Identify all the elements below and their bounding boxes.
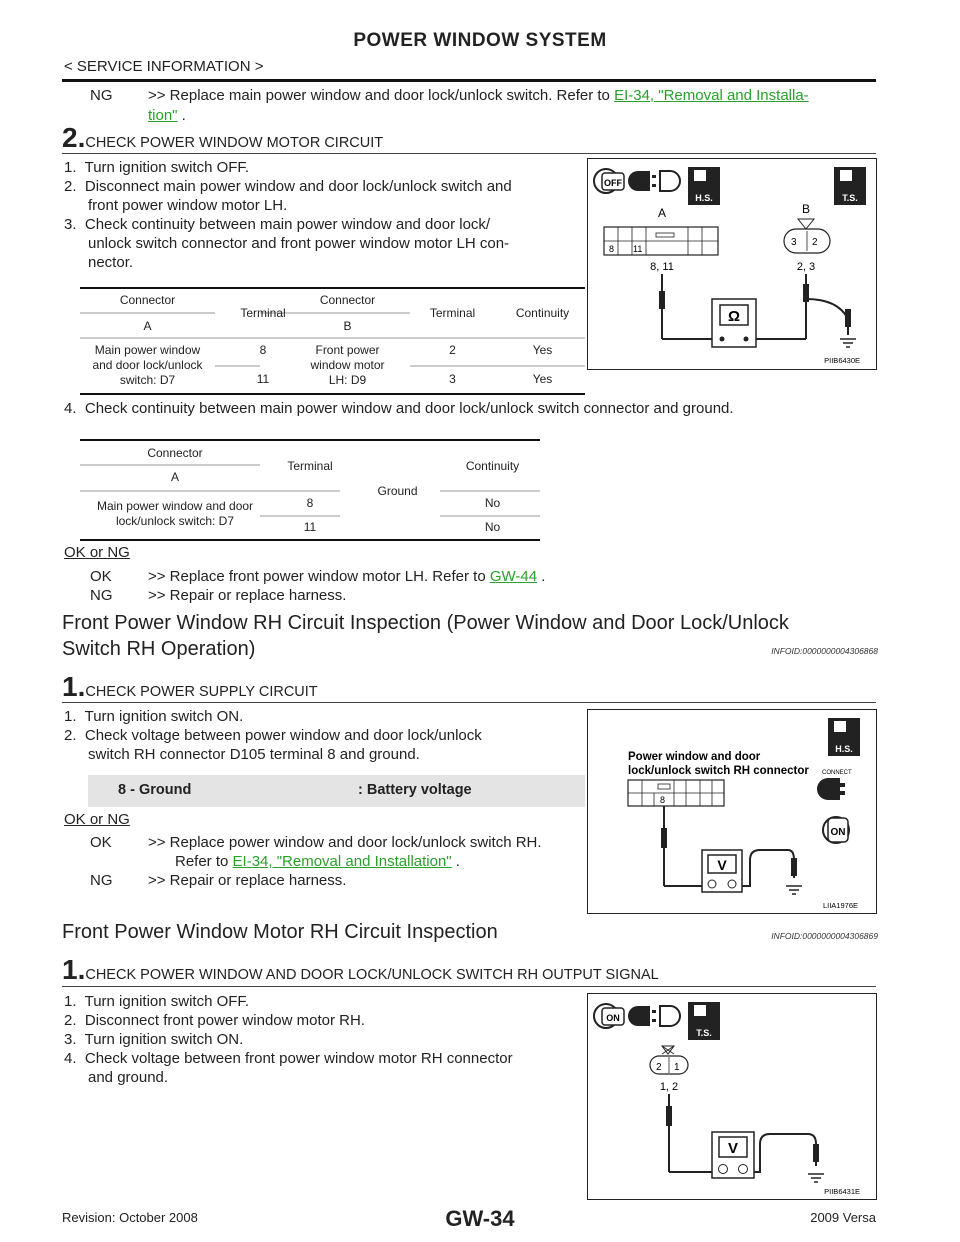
connect-icon	[817, 778, 845, 800]
voltmeter-icon	[712, 1132, 754, 1178]
list-item-cont: front power window motor LH.	[88, 197, 288, 214]
ok-result: >> Replace front power window motor LH. Refer to GW-44 .	[148, 568, 546, 585]
ok-code: OK	[90, 834, 112, 851]
step-number: 2.	[62, 122, 86, 153]
terminal-side-icon	[834, 167, 866, 205]
ng-text: >> Replace main power window and door lock/unlock switch. Refer to	[148, 87, 615, 104]
svg-text:ON: ON	[830, 827, 846, 838]
ground-icon	[786, 886, 802, 894]
harness-side-icon	[688, 167, 720, 205]
col-header: Continuity	[465, 459, 520, 473]
section-title: Front Power Window Motor RH Circuit Inspection	[62, 921, 498, 943]
list-item: 1. Turn ignition switch ON.	[64, 708, 244, 725]
svg-text:2: 2	[656, 1062, 662, 1073]
svg-text:A: A	[657, 206, 667, 220]
voltage-check-diagram	[588, 710, 876, 913]
svg-text:2, 3: 2, 3	[796, 261, 816, 273]
spec-box	[88, 775, 585, 807]
svg-text:V: V	[727, 1140, 739, 1157]
list-item: 3. Check continuity between main power window and door lock/	[64, 216, 491, 233]
svg-text:ON: ON	[606, 1013, 620, 1023]
table-cell: 2	[449, 343, 456, 357]
list-item-cont: switch RH connector D105 terminal 8 and ground.	[88, 746, 420, 763]
ignition-on-icon	[823, 817, 849, 843]
svg-text:V: V	[717, 857, 727, 873]
table-cell: 3	[449, 372, 456, 386]
connector-d105	[628, 780, 724, 806]
table-cell-connector-a: Main power window and door lock/unlock switch: D7	[92, 343, 203, 387]
ignition-on-icon	[594, 1004, 624, 1028]
connector-a	[604, 227, 718, 255]
svg-text:1, 2: 1, 2	[659, 1081, 679, 1093]
ok-or-ng-label: OK or NG	[64, 811, 130, 828]
svg-text:Ω: Ω	[727, 308, 741, 325]
step-title: CHECK POWER WINDOW MOTOR CIRCUIT	[85, 135, 384, 151]
table-cell: 8	[259, 343, 267, 357]
list-item-cont: unlock switch connector and front power window motor LH con-	[88, 235, 510, 252]
table-cell: 11	[303, 520, 317, 534]
continuity-check-diagram	[588, 159, 876, 369]
section-title: Front Power Window RH Circuit Inspection (Power Window and Door Lock/Unlock	[62, 612, 789, 634]
ok-result: >> Replace power window and door lock/unlock switch RH.	[148, 834, 542, 851]
table-cell: 8	[306, 496, 314, 510]
ref-link-gw44[interactable]: GW-44	[489, 568, 538, 585]
spec-value: : Battery voltage	[358, 782, 472, 798]
table-cell: 11	[256, 372, 270, 386]
table-cell: No	[484, 496, 501, 510]
table-cell: No	[484, 520, 501, 534]
svg-text:PIIB6431E: PIIB6431E	[824, 1187, 860, 1196]
col-header: A	[170, 470, 179, 484]
ref-link-ei34-cont[interactable]: tion"	[148, 107, 178, 124]
ref-link-ei34[interactable]: EI-34, "Removal and Installa-	[614, 87, 809, 104]
ng-result: >> Repair or replace harness.	[148, 587, 347, 604]
ng-code: NG	[90, 587, 113, 604]
ref-link-ei34[interactable]: EI-34, "Removal and Installation"	[232, 853, 452, 870]
disconnect-icon	[628, 1006, 680, 1026]
col-header: Ground	[377, 484, 418, 498]
page-number: GW-34	[445, 1206, 515, 1231]
step-divider	[62, 986, 876, 987]
info-id: INFOID:0000000004306869	[771, 931, 878, 941]
table-cell-connector-b: Front power window motor LH: D9	[310, 343, 385, 387]
table-cell: Yes	[532, 343, 553, 357]
list-item: 4. Check continuity between main power window and door lock/unlock switch connector and ground.	[64, 400, 734, 417]
disconnect-icon	[628, 171, 680, 191]
voltmeter-icon	[702, 850, 742, 892]
ng-result: >> Repair or replace harness.	[148, 872, 347, 889]
svg-text:T.S.: T.S.	[842, 193, 858, 203]
svg-text:T.S.: T.S.	[696, 1028, 712, 1038]
revision-date: Revision: October 2008	[62, 1210, 198, 1225]
vehicle-model: 2009 Versa	[810, 1210, 876, 1225]
col-header: Terminal	[429, 306, 476, 320]
ignition-off-icon	[594, 169, 624, 193]
svg-text:lock/unlock switch RH connecto: lock/unlock switch RH connector	[628, 765, 809, 777]
step-divider	[62, 153, 876, 154]
connector-d9	[650, 1046, 688, 1074]
svg-text:Power window and door: Power window and door	[628, 751, 761, 763]
col-header: A	[143, 319, 152, 333]
list-item: 4. Check voltage between front power window motor RH connector	[64, 1050, 513, 1067]
motor-voltage-diagram	[588, 994, 876, 1199]
ground-icon	[808, 1174, 824, 1182]
list-item: 2. Disconnect front power window motor RH.	[64, 1012, 365, 1029]
table-cell: Yes	[532, 372, 553, 386]
ng-code: NG	[90, 87, 113, 104]
continuity-table-ground	[80, 439, 540, 541]
info-id: INFOID:0000000004306868	[771, 646, 878, 656]
ok-result-cont: Refer to EI-34, "Removal and Installation" .	[175, 853, 460, 870]
svg-text:PIIB6430E: PIIB6430E	[824, 356, 860, 365]
col-header: Connector	[119, 293, 176, 307]
col-header: B	[343, 319, 352, 333]
ng-result	[148, 86, 888, 105]
svg-text:H.S.: H.S.	[835, 744, 853, 754]
terminal-side-icon	[688, 1002, 720, 1040]
table-cell-connector: Main power window and door lock/unlock switch: D7	[96, 499, 254, 528]
voltage-figure-rh	[587, 709, 877, 914]
connector-b	[784, 219, 830, 253]
ok-code: OK	[90, 568, 112, 585]
step-divider	[62, 702, 876, 703]
step-1-heading: 1.CHECK POWER SUPPLY CIRCUIT	[62, 671, 318, 702]
svg-text:OFF: OFF	[604, 178, 622, 188]
svg-text:2: 2	[812, 237, 818, 248]
ohmmeter-icon	[712, 299, 756, 347]
list-item: 1. Turn ignition switch OFF.	[64, 159, 250, 176]
list-item-cont: and ground.	[88, 1069, 169, 1086]
section-breadcrumb: < SERVICE INFORMATION >	[64, 58, 264, 75]
svg-text:B: B	[801, 202, 811, 216]
svg-text:H.S.: H.S.	[695, 193, 713, 203]
svg-text:3: 3	[791, 237, 797, 248]
list-item: 1. Turn ignition switch OFF.	[64, 993, 250, 1010]
step-2-heading	[62, 122, 383, 154]
svg-text:CONNECT: CONNECT	[822, 770, 852, 776]
circuit-figure-lh	[587, 158, 877, 370]
list-item: 2. Check voltage between power window and door lock/unlock	[64, 727, 482, 744]
header-divider	[62, 79, 876, 82]
voltage-figure-motor-rh	[587, 993, 877, 1200]
col-header: Connector	[319, 293, 376, 307]
list-item: 2. Disconnect main power window and door lock/unlock switch and	[64, 178, 512, 195]
ng-end: .	[177, 107, 186, 124]
col-header: Terminal	[287, 459, 333, 473]
svg-text:8: 8	[660, 795, 666, 805]
page-title: POWER WINDOW SYSTEM	[353, 30, 607, 51]
col-header: Continuity	[515, 306, 570, 320]
col-header: Terminal	[240, 306, 286, 320]
svg-text:8: 8	[609, 244, 615, 254]
step-1-heading: 1.CHECK POWER WINDOW AND DOOR LOCK/UNLOCK SWITCH RH OUTPUT SIGNAL	[62, 954, 659, 985]
col-header: Connector	[147, 446, 203, 460]
spec-label: 8 - Ground	[118, 782, 192, 798]
ground-icon	[840, 339, 856, 347]
svg-text:LIIA1976E: LIIA1976E	[822, 901, 858, 910]
harness-side-icon	[828, 718, 860, 756]
ng-code: NG	[90, 872, 113, 889]
svg-text:11: 11	[633, 244, 643, 254]
section-title-cont: Switch RH Operation)	[62, 638, 256, 660]
svg-text:8, 11: 8, 11	[650, 261, 674, 273]
list-item-cont: nector.	[88, 254, 134, 271]
list-item: 3. Turn ignition switch ON.	[64, 1031, 244, 1048]
ok-or-ng-label: OK or NG	[64, 544, 130, 561]
svg-text:1: 1	[674, 1062, 680, 1073]
